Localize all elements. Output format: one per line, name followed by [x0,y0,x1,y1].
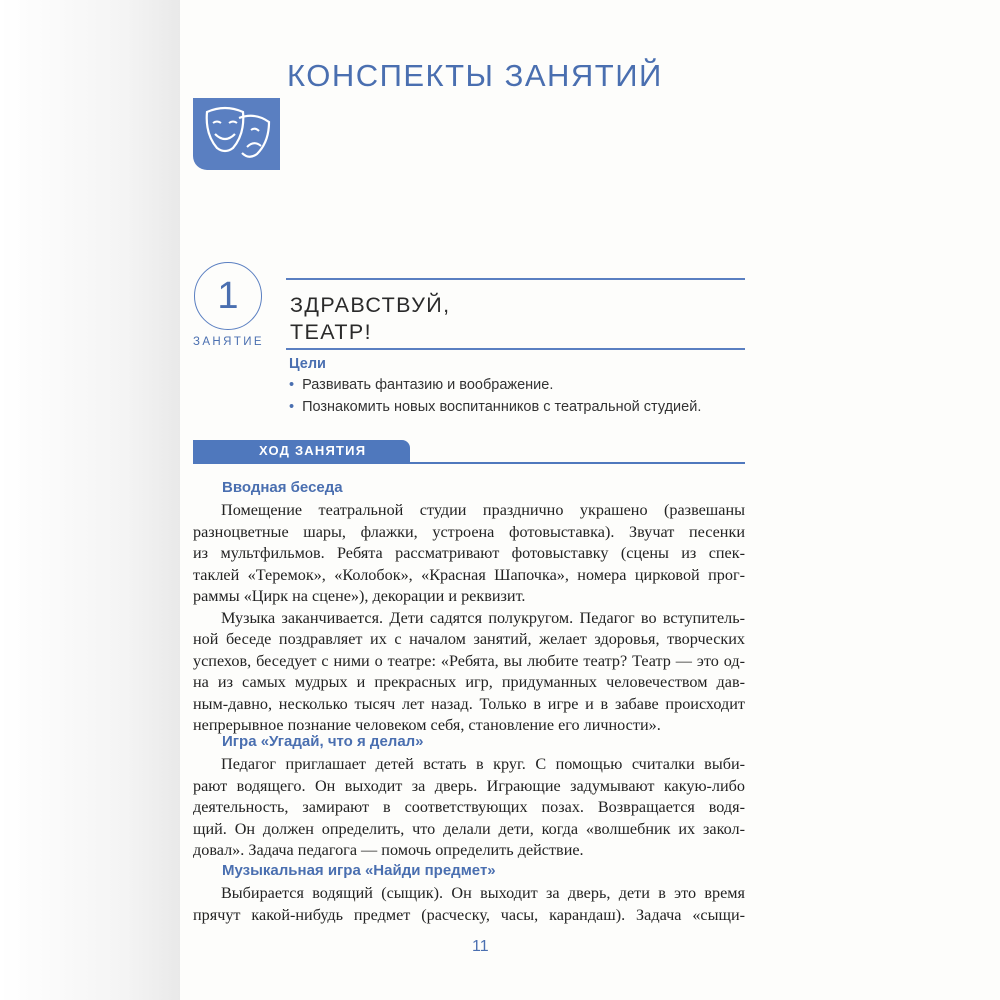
paragraph-game-guess [193,754,745,862]
bullet-icon: • [289,377,295,393]
text-line: рают водящего. Он выходит за дверь. Играющие задумывают какую-либо [193,776,745,795]
paragraph-music-game [193,883,745,926]
text-line: разноцветные шары, флажки, устроена фотовыставка). Звучат песенки [193,522,745,541]
title-top-rule [286,278,745,280]
lesson-title-line: ТЕАТР! [290,320,372,344]
lesson-number: 1 [194,262,262,330]
text-line: из мультфильмов. Ребята рассматривают фотовыставку (сцены из спек- [193,544,745,562]
lesson-title [290,292,450,346]
text-line: деятельность, замирают в соответствующих позах. Возвращается водя- [193,798,745,816]
text-line: на из самых мудрых и прекрасных игр, придуманных человечеством дав- [193,673,745,691]
text-line: щий. Он должен определить, что делали дети, когда «волшебник их закол- [193,819,745,838]
page-gutter [0,0,180,1000]
text-line: прячут какой-нибудь предмет (расческу, часы, карандаш). Задача «сыщи- [193,905,745,924]
subheading-intro: Вводная беседа [222,479,343,496]
text-line: ным-давно, несколько тысяч лет назад. Только в игре и в забаве происходит [193,694,745,713]
section-title: КОНСПЕКТЫ ЗАНЯТИЙ [287,58,663,93]
goal-item [289,377,553,393]
lesson-title-line: ЗДРАВСТВУЙ, [290,293,451,317]
text-line: Помещение театральной студии празднично украшено (развешаны [221,501,745,519]
goal-text: Познакомить новых воспитанников с театральной студией. [302,399,702,415]
course-rule [193,462,745,464]
text-line: успехов, беседует с ними о театре: «Ребята, вы любите театр? Театр — это од- [193,651,745,670]
lesson-label: ЗАНЯТИЕ [193,336,264,348]
goal-item [289,399,701,415]
text-line: Музыка заканчивается. Дети садятся полукругом. Педагог во вступитель- [221,608,745,627]
text-line: таклей «Теремок», «Колобок», «Красная Шапочка», номера цирковой прог- [193,565,745,584]
text-line: довал». Задача педагога — помочь определить действие. [193,841,584,859]
text-line: ной беседе поздравляет их с началом занятий, желает здоровья, творческих [193,630,745,648]
course-banner [193,440,410,462]
goal-text: Развивать фантазию и воображение. [302,377,554,393]
title-bottom-rule [286,348,745,350]
text-line: непрерывное познание человеком себя, становление его личности». [193,716,661,734]
subheading-game-guess: Игра «Угадай, что я делал» [222,733,424,750]
course-banner-label: ХОД ЗАНЯТИЯ [259,443,367,458]
goals-heading: Цели [289,356,326,372]
text-line: Выбирается водящий (сыщик). Он выходит за дверь, дети в это время [221,884,745,902]
text-line: раммы «Цирк на сцене»), декорации и реквизит. [193,587,526,605]
text-line: Педагог приглашает детей встать в круг. С помощью считалки выби- [221,755,745,773]
paragraph-intro [193,500,745,737]
page-number: 11 [472,938,489,955]
theatre-masks-icon [193,98,280,170]
bullet-icon: • [289,399,295,415]
subheading-music-game: Музыкальная игра «Найди предмет» [222,862,496,879]
